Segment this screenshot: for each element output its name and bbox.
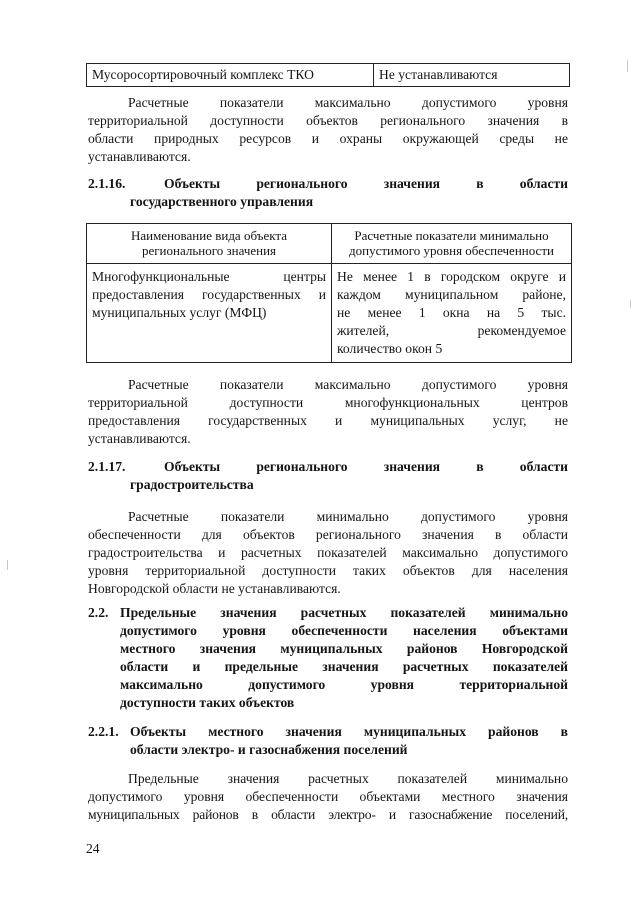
text-line: каждом муниципальном районе, — [337, 287, 566, 302]
text-line: Расчетные показатели максимально допустимого уровня — [128, 377, 568, 392]
heading-line: области и предельные значения расчетных показателей — [120, 659, 568, 674]
section-heading-2-2 — [88, 604, 568, 714]
heading-line: Объекты регионального значения в области — [164, 459, 568, 474]
paragraph-nature-resources — [88, 94, 568, 166]
table-cell — [332, 264, 572, 363]
text-line: Расчетные показатели максимально допустимого уровня — [128, 95, 568, 110]
text-line: территориальной доступности многофункциональных центров — [88, 395, 568, 410]
section-number: 2.1.17. — [88, 459, 126, 474]
scan-artifact — [7, 560, 8, 570]
section-heading-2-2-1 — [88, 723, 568, 763]
text-line: уровня территориальной доступности таких объектов для населения — [88, 563, 568, 578]
paragraph-urban-planning — [88, 508, 568, 598]
heading-line: местного значения муниципальных районов Новгородской — [120, 641, 568, 656]
section-heading-2-1-17 — [88, 458, 568, 498]
waste-facility-table — [86, 63, 570, 87]
scan-artifact — [627, 60, 628, 72]
text-line: области природных ресурсов и охраны окружающей среды не — [88, 131, 568, 146]
text-line: Многофункциональные центры — [92, 269, 326, 284]
mfc-table — [86, 223, 572, 363]
heading-line: максимально допустимого уровня территориальной — [120, 677, 568, 692]
text-line: Новгородской области не устанавливаются. — [88, 581, 341, 596]
table-row — [87, 64, 570, 87]
text-line: Предельные значения расчетных показателей минимально — [128, 771, 568, 786]
heading-line: области электро- и газоснабжения поселений — [130, 742, 408, 757]
section-number: 2.2.1. — [88, 724, 119, 739]
text-line: муниципальных услуг (МФЦ) — [92, 305, 267, 320]
text-line: Не менее 1 в городском округе и — [337, 269, 566, 284]
text-line: территориальной доступности объектов регионального значения в — [88, 113, 568, 128]
heading-line: допустимого уровня обеспеченности населения объектами — [120, 623, 568, 638]
text-line: допустимого уровня обеспеченности объектами местного значения — [88, 789, 568, 804]
table-row — [87, 264, 572, 363]
text-line: обеспеченности для объектов регионального значения в области — [88, 527, 568, 542]
page-number: 24 — [86, 841, 100, 856]
heading-line: государственного управления — [130, 194, 314, 209]
text-line: количество окон 5 — [337, 341, 443, 356]
section-number: 2.2. — [88, 605, 109, 620]
heading-line: Объекты местного значения муниципальных районов в — [130, 724, 568, 739]
heading-line: доступности таких объектов — [120, 695, 295, 710]
text-line: предоставления государственных и — [92, 287, 326, 302]
text-line: градостроительства и расчетных показателей максимально допустимого — [88, 545, 568, 560]
table-header-cell: Расчетные показатели минимально допустимого уровня обеспеченности — [332, 224, 572, 264]
table-cell: Не устанавливаются — [374, 64, 570, 87]
text-line: предоставления государственных и муниципальных услуг, не — [88, 413, 568, 428]
text-line: не менее 1 окна на 5 тыс. — [337, 305, 566, 320]
table-cell: Мусоросортировочный комплекс ТКО — [87, 64, 374, 87]
text-line: Расчетные показатели минимально допустимого уровня — [128, 509, 568, 524]
section-heading-2-1-16 — [88, 175, 568, 215]
table-header-cell: Наименование вида объекта регионального значения — [87, 224, 332, 264]
text-line: устанавливаются. — [88, 149, 191, 164]
text-line: устанавливаются. — [88, 431, 191, 446]
heading-line: градостроительства — [130, 477, 254, 492]
section-number: 2.1.16. — [88, 176, 126, 191]
heading-line: Объекты регионального значения в области — [164, 176, 568, 191]
table-cell — [87, 264, 332, 363]
paragraph-electric-gas-supply — [88, 770, 568, 824]
scan-artifact — [630, 300, 631, 308]
heading-line: Предельные значения расчетных показателей минимально — [120, 605, 568, 620]
table-header-row — [87, 224, 572, 264]
text-line: муниципальных районов в области электро- и газоснабжение поселений, — [88, 807, 568, 822]
paragraph-mfc-accessibility — [88, 376, 568, 448]
text-line: жителей, рекомендуемое — [337, 323, 566, 338]
